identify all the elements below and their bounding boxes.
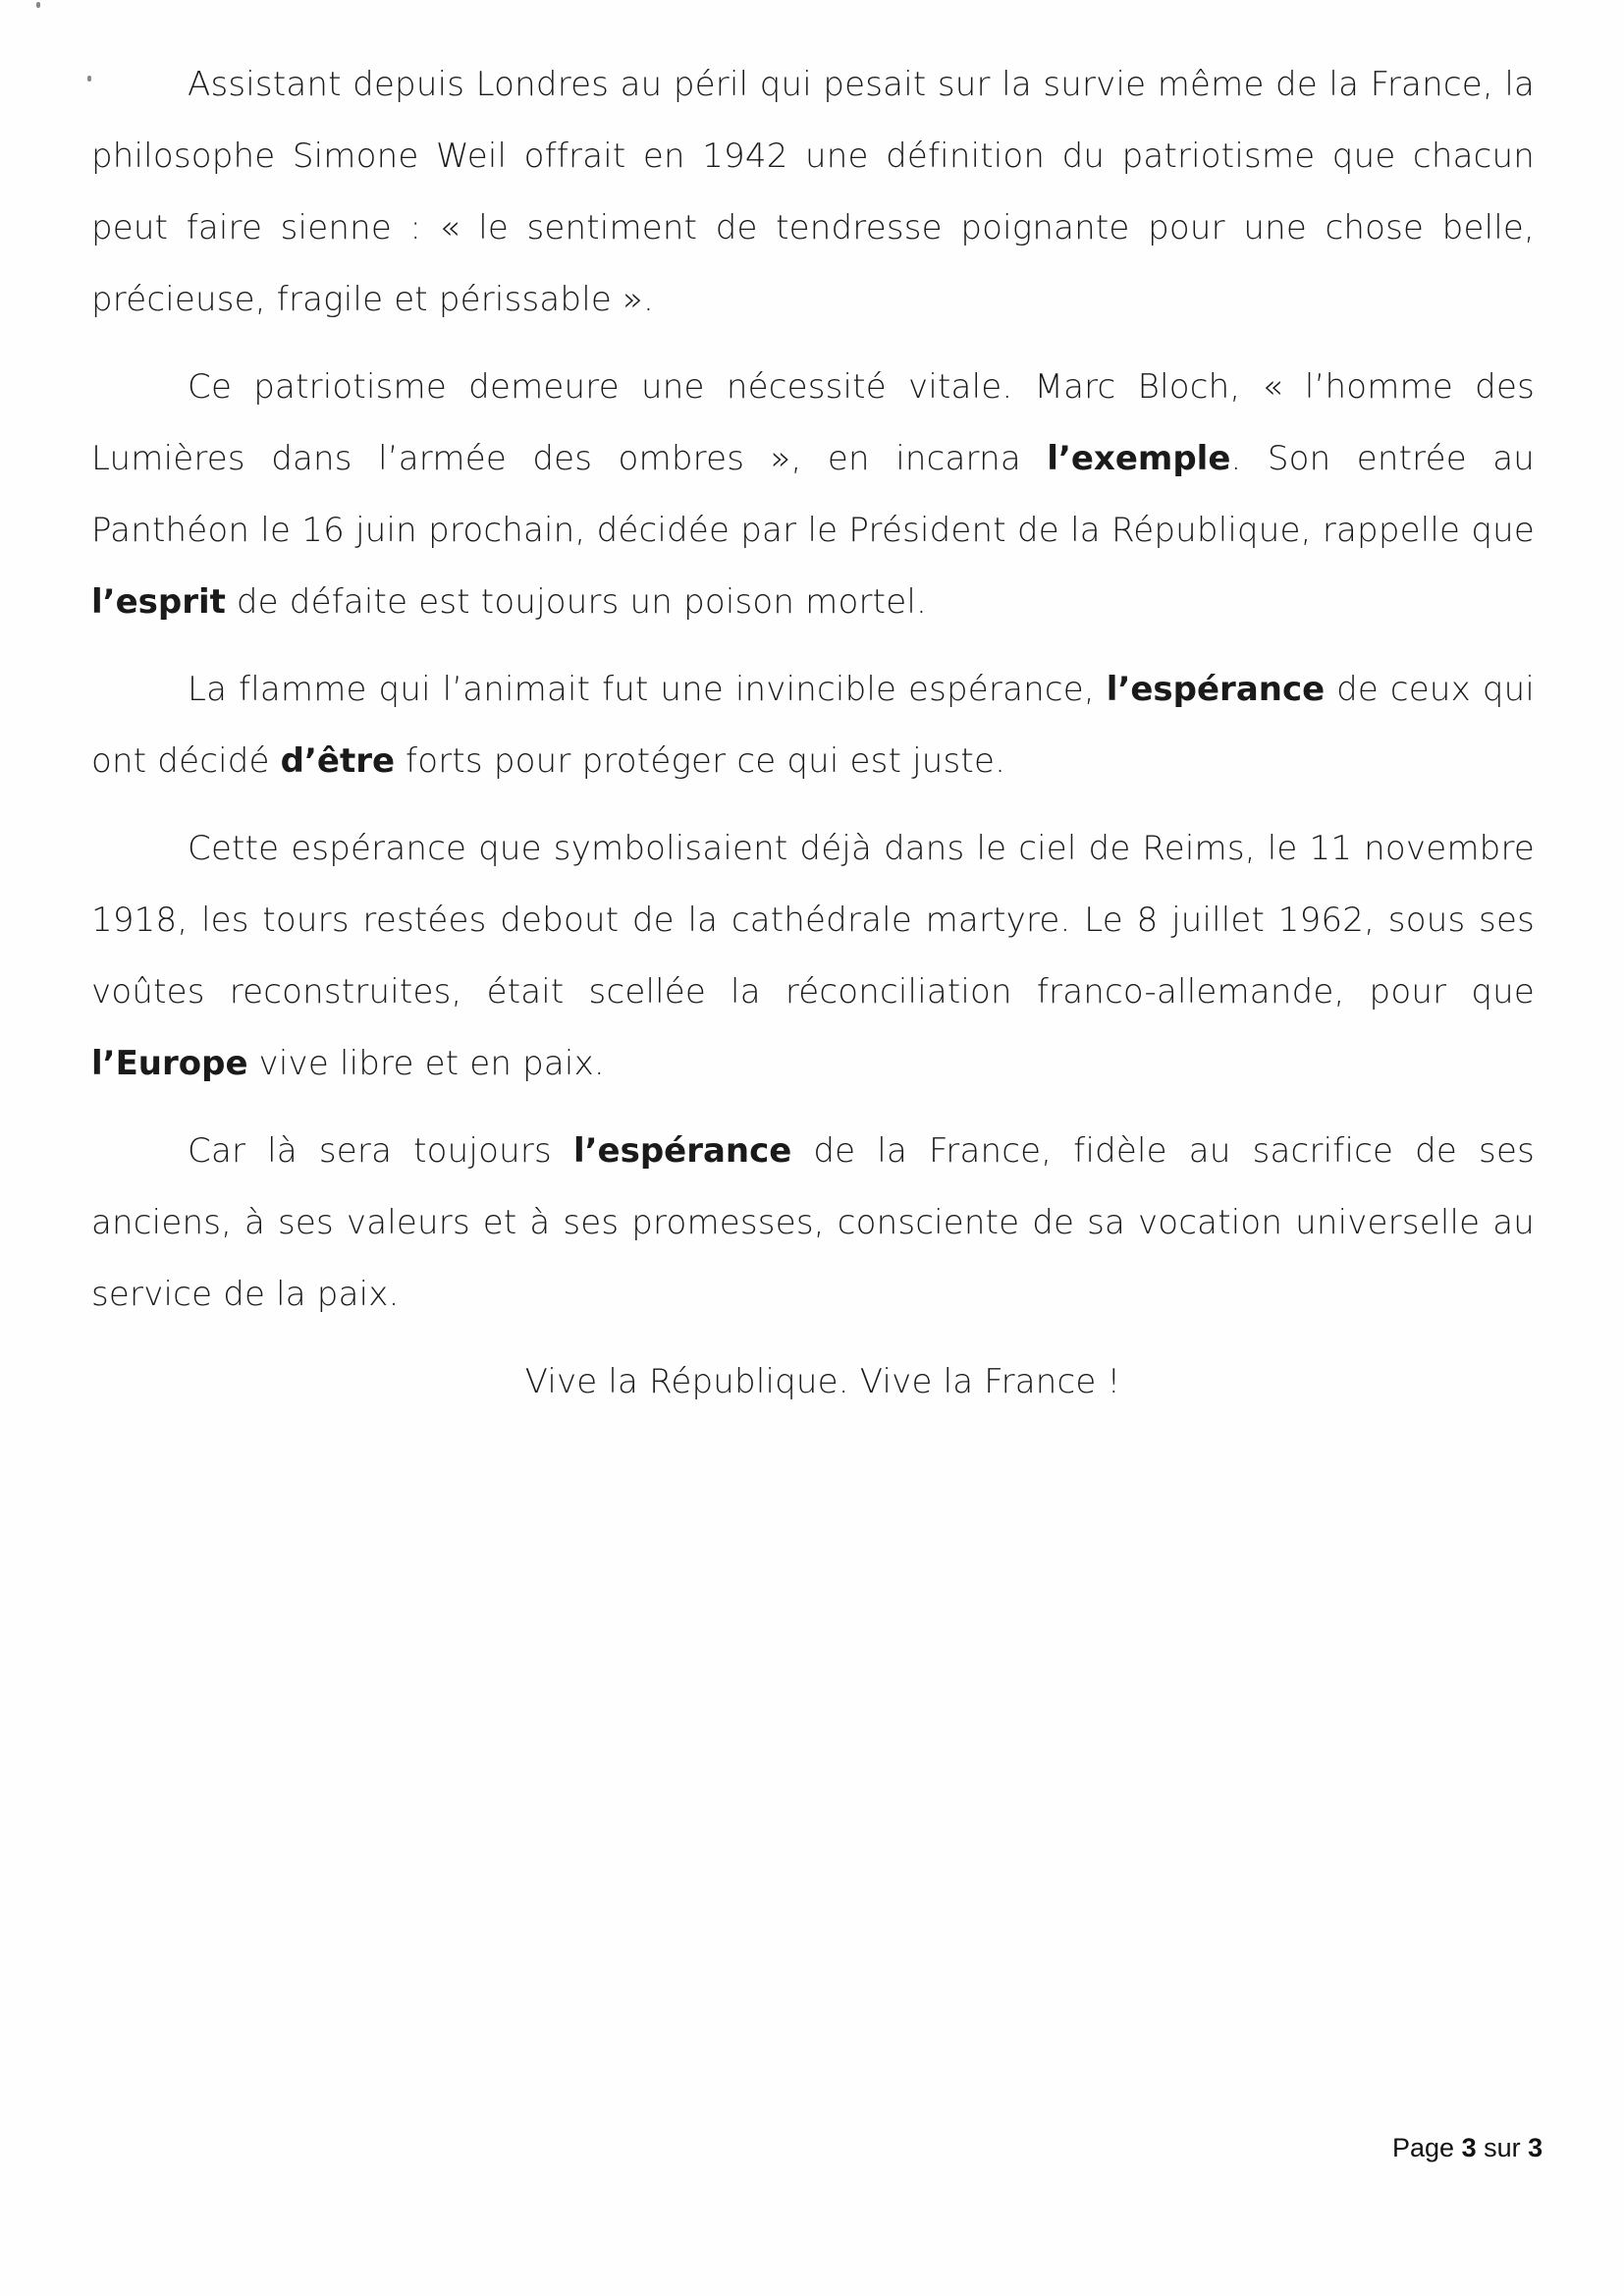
text-segment: Car là sera toujours: [188, 1131, 573, 1171]
text-segment: . Son entrée au Panthéon le 16 juin prochain, décidée par le Président de la République, rappelle que: [91, 439, 1535, 550]
emphasized-text: l’exemple: [1047, 439, 1231, 478]
closing-line: Vive la République. Vive la France !: [524, 1362, 1121, 1401]
page-number: [1392, 2133, 1543, 2163]
scan-artifact: [36, 2, 40, 8]
emphasized-text: d’être: [280, 741, 396, 781]
paragraph: [91, 1116, 1535, 1331]
text-segment: de défaite est toujours un poison mortel.: [225, 582, 927, 622]
document-body: [91, 49, 1535, 1434]
emphasized-text: l’espérance: [572, 1131, 792, 1171]
text-segment: Cette espérance que symbolisaient déjà dans le ciel de Reims, le 11 novembre 1918, les tours restées debout de la cathédrale martyre. Le 8 juillet 1962, sous ses voûtes reconstruites, était scellée la réconciliation franco-allemande, pour que: [91, 829, 1535, 1011]
text-segment: forts pour protéger ce qui est juste.: [395, 741, 1006, 781]
paragraph: [91, 49, 1535, 336]
text-segment: Ce patriotisme demeure une nécessité vitale. Marc Bloch, « l’homme des Lumières dans l’armée des ombres », en incarna: [91, 367, 1535, 478]
text-segment: de ceux qui ont décidé: [91, 670, 1535, 781]
emphasized-text: l’esprit: [91, 582, 226, 622]
emphasized-text: l’Europe: [91, 1044, 248, 1083]
current-page: 3: [1461, 2133, 1477, 2162]
text-segment: La flamme qui l’animait fut une invincible espérance,: [188, 670, 1107, 709]
emphasized-text: l’espérance: [1106, 670, 1326, 709]
page-label: Page: [1392, 2133, 1455, 2162]
text-segment: vive libre et en paix.: [247, 1044, 605, 1083]
paragraph: [91, 654, 1535, 797]
text-segment: de la France, fidèle au sacrifice de ses anciens, à ses valeurs et à ses promesses, consciente de sa vocation universelle au service de la paix.: [91, 1131, 1535, 1314]
of-label: sur: [1484, 2133, 1521, 2162]
text-segment: Assistant depuis Londres au péril qui pesait sur la survie même de la France, la philosophe Simone Weil offrait en 1942 une définition du patriotisme que chacun peut faire sienne : « le sentiment de tendresse poignante pour une chose belle, précieuse, fragile et périssable ».: [91, 65, 1535, 319]
paragraph: [91, 813, 1535, 1100]
paragraph: [91, 352, 1535, 638]
total-pages: 3: [1528, 2133, 1543, 2162]
